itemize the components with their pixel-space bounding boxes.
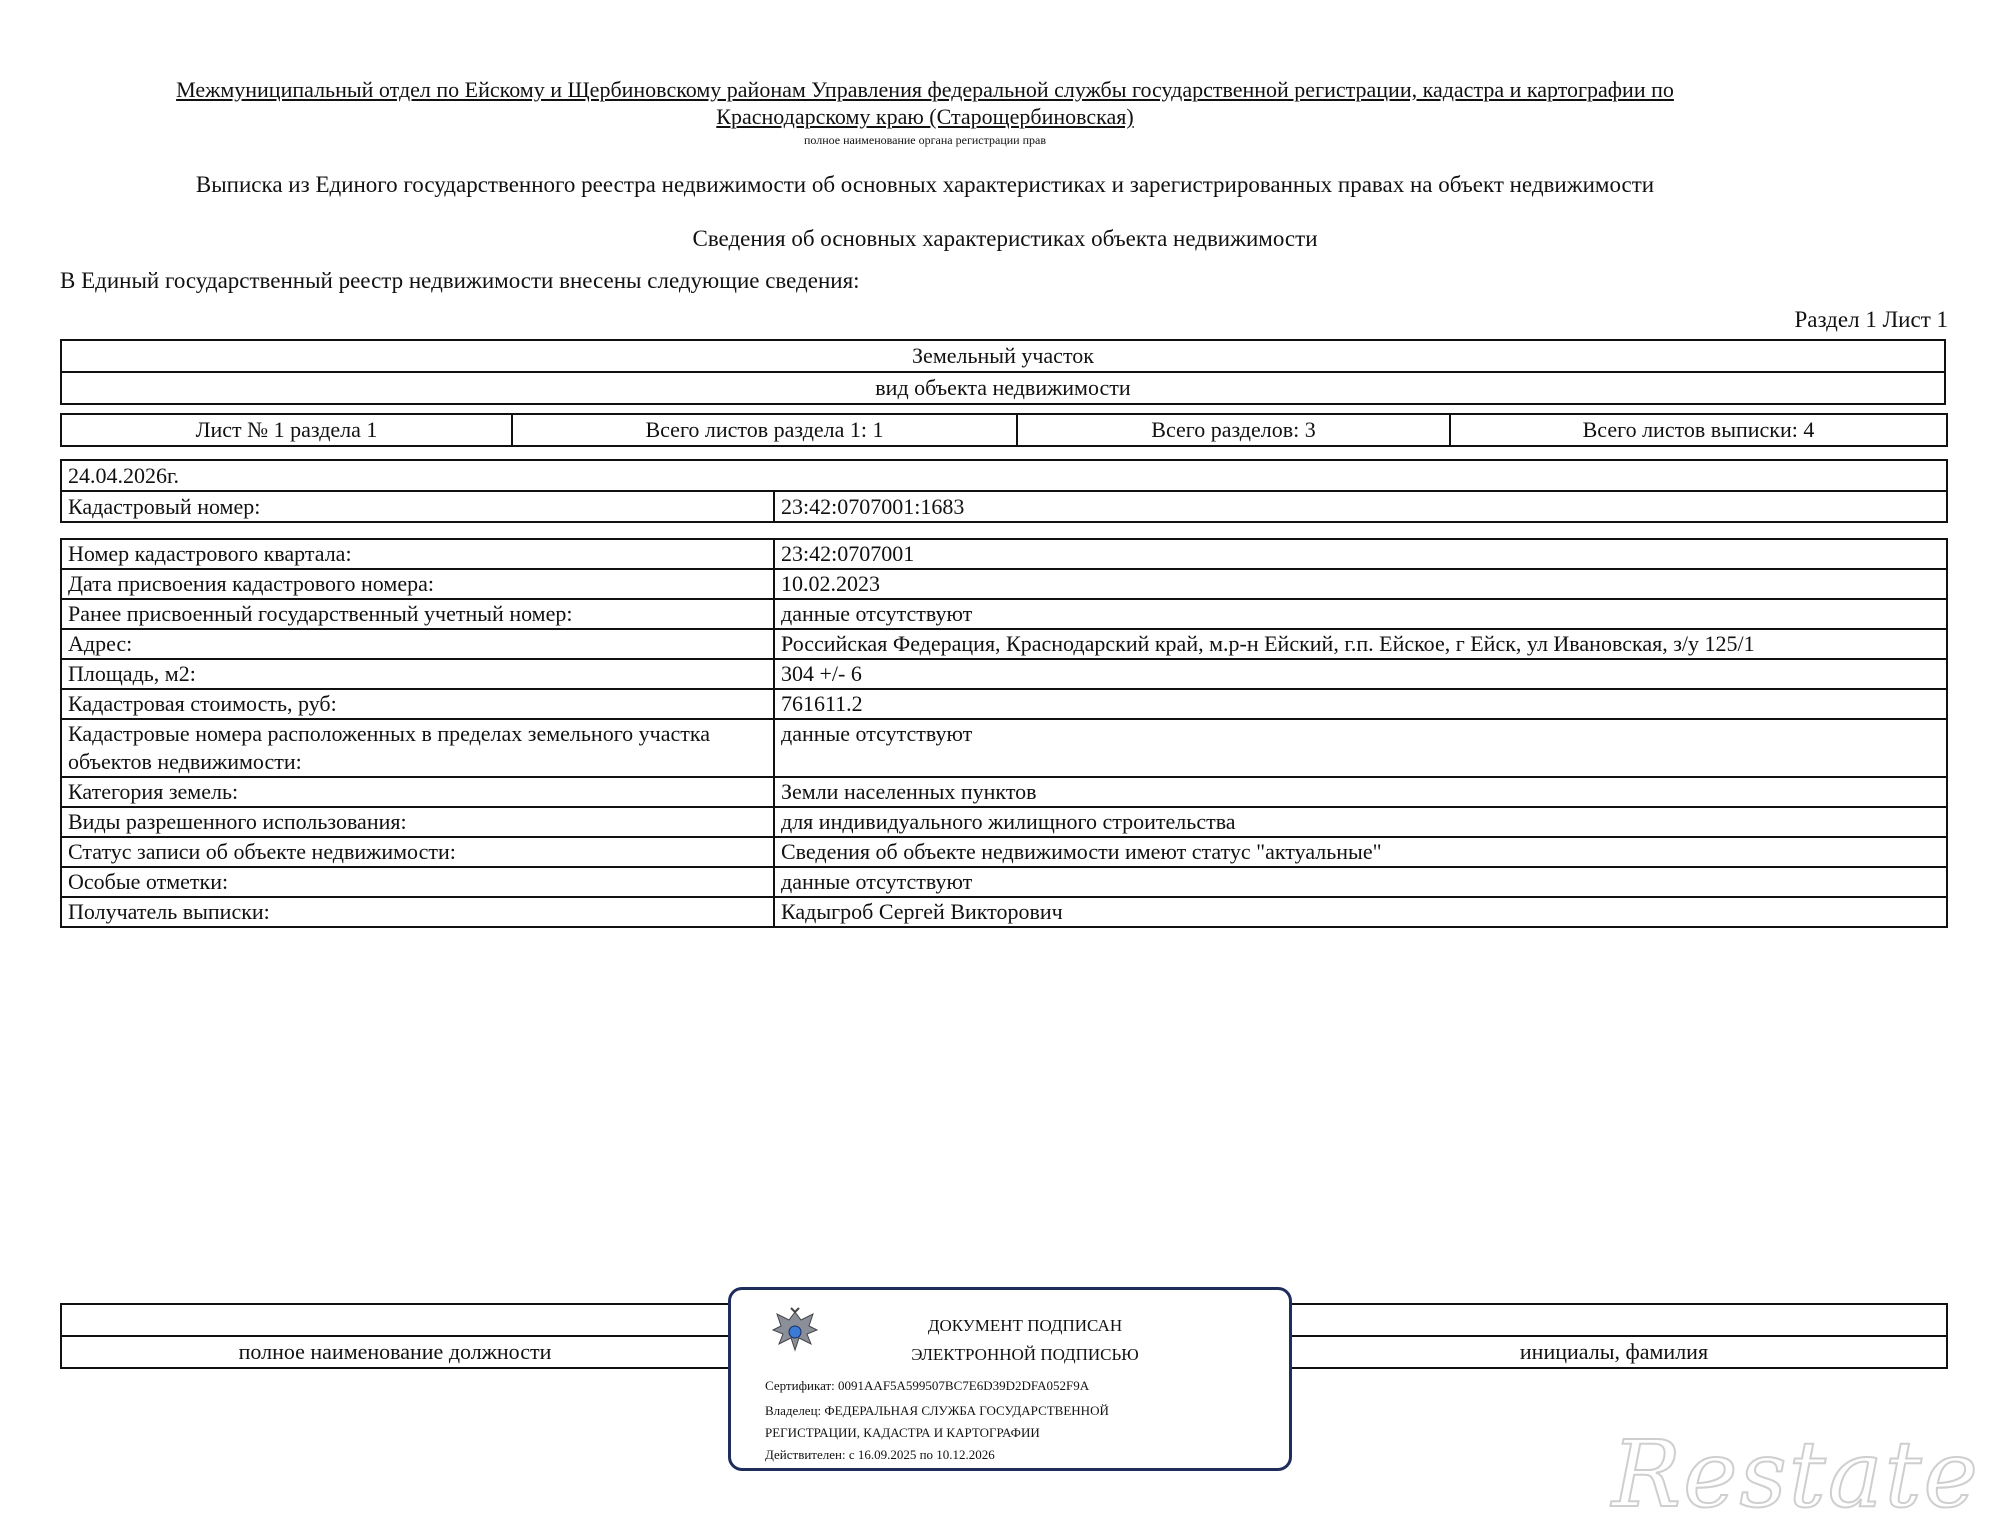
stamp-certificate: Сертификат: 0091AAF5A599507BC7E6D39D2DFA052F9A: [765, 1378, 1090, 1393]
name-field: [1281, 1304, 1947, 1336]
sheet-number: Лист № 1 раздела 1: [61, 414, 512, 446]
table-row: [61, 837, 1947, 867]
row-label: Категория земель:: [61, 777, 774, 807]
row-value: Российская Федерация, Краснодарский край, м.р-н Ейский, г.п. Ейское, г Ейск, ул Ивановская, з/у 125/1: [774, 629, 1947, 659]
row-value: данные отсутствуют: [774, 599, 1947, 629]
table-row: [61, 807, 1947, 837]
row-label: Получатель выписки:: [61, 897, 774, 927]
total-sections: Всего разделов: 3: [1017, 414, 1450, 446]
organization-name: [40, 76, 1810, 130]
organization-line-2: Краснодарскому краю (Старощербиновская): [716, 104, 1134, 129]
cadastral-number-label: Кадастровый номер:: [61, 491, 774, 522]
intro-text: В Единый государственный реестр недвижимости внесены следующие сведения:: [60, 268, 860, 293]
position-field: [61, 1304, 729, 1336]
row-label: Статус записи об объекте недвижимости:: [61, 837, 774, 867]
table-row: [61, 569, 1947, 599]
row-label: Площадь, м2:: [61, 659, 774, 689]
row-label: Кадастровые номера расположенных в пределах земельного участка объектов недвижимости:: [61, 719, 774, 777]
stamp-validity: Действителен: с 16.09.2025 по 10.12.2026: [765, 1447, 995, 1462]
row-value: данные отсутствуют: [774, 719, 1947, 777]
restate-watermark: Restate: [1611, 1421, 1980, 1528]
row-label: Кадастровая стоимость, руб:: [61, 689, 774, 719]
characteristics-table: [60, 538, 1948, 928]
date-table: [60, 459, 1948, 523]
table-row: [61, 659, 1947, 689]
table-row: [61, 539, 1947, 569]
total-section-sheets: Всего листов раздела 1: 1: [512, 414, 1017, 446]
extract-date: 24.04.2026г.: [61, 460, 1947, 491]
table-row: [61, 777, 1947, 807]
table-row: [61, 599, 1947, 629]
total-extract-sheets: Всего листов выписки: 4: [1450, 414, 1947, 446]
row-value: 23:42:0707001: [774, 539, 1947, 569]
row-label: Номер кадастрового квартала:: [61, 539, 774, 569]
sheets-table: [60, 413, 1948, 447]
row-value: Сведения об объекте недвижимости имеют статус "актуальные": [774, 837, 1947, 867]
table-row: [61, 689, 1947, 719]
cadastral-number-value: 23:42:0707001:1683: [774, 491, 1947, 522]
stamp-owner-1: Владелец: ФЕДЕРАЛЬНАЯ СЛУЖБА ГОСУДАРСТВЕННОЙ: [765, 1403, 1109, 1418]
row-label: Ранее присвоенный государственный учетный номер:: [61, 599, 774, 629]
name-caption: инициалы, фамилия: [1281, 1336, 1947, 1368]
row-value: данные отсутствуют: [774, 867, 1947, 897]
row-label: Дата присвоения кадастрового номера:: [61, 569, 774, 599]
position-caption: полное наименование должности: [61, 1336, 729, 1368]
document-subtitle: Сведения об основных характеристиках объекта недвижимости: [692, 226, 1318, 251]
table-row: [61, 867, 1947, 897]
stamp-owner-2: РЕГИСТРАЦИИ, КАДАСТРА И КАРТОГРАФИИ: [765, 1425, 1040, 1440]
stamp-line-2: ЭЛЕКТРОННОЙ ПОДПИСЬЮ: [911, 1345, 1139, 1364]
row-value: 761611.2: [774, 689, 1947, 719]
object-type-table: [60, 339, 1946, 405]
row-label: Адрес:: [61, 629, 774, 659]
organization-caption: полное наименование органа регистрации прав: [803, 133, 1047, 147]
row-value: Кадыгроб Сергей Викторович: [774, 897, 1947, 927]
row-value: для индивидуального жилищного строительства: [774, 807, 1947, 837]
table-row: [61, 897, 1947, 927]
document-title: Выписка из Единого государственного реестра недвижимости об основных характеристиках и зарегистрированных правах на объект недвижимости: [195, 172, 1655, 197]
organization-line-1: Межмуниципальный отдел по Ейскому и Щербиновскому районам Управления федеральной службы государственной регистрации, кадастра и картографии по: [176, 77, 1674, 102]
section-reference: Раздел 1 Лист 1: [1794, 307, 1948, 332]
row-value: 304 +/- 6: [774, 659, 1947, 689]
object-type: Земельный участок: [61, 340, 1945, 372]
stamp-line-1: ДОКУМЕНТ ПОДПИСАН: [927, 1316, 1123, 1335]
row-label: Виды разрешенного использования:: [61, 807, 774, 837]
object-type-caption: вид объекта недвижимости: [61, 372, 1945, 404]
row-label: Особые отметки:: [61, 867, 774, 897]
table-row: [61, 719, 1947, 777]
electronic-signature-stamp: [728, 1287, 1292, 1471]
row-value: 10.02.2023: [774, 569, 1947, 599]
row-value: Земли населенных пунктов: [774, 777, 1947, 807]
table-row: [61, 629, 1947, 659]
